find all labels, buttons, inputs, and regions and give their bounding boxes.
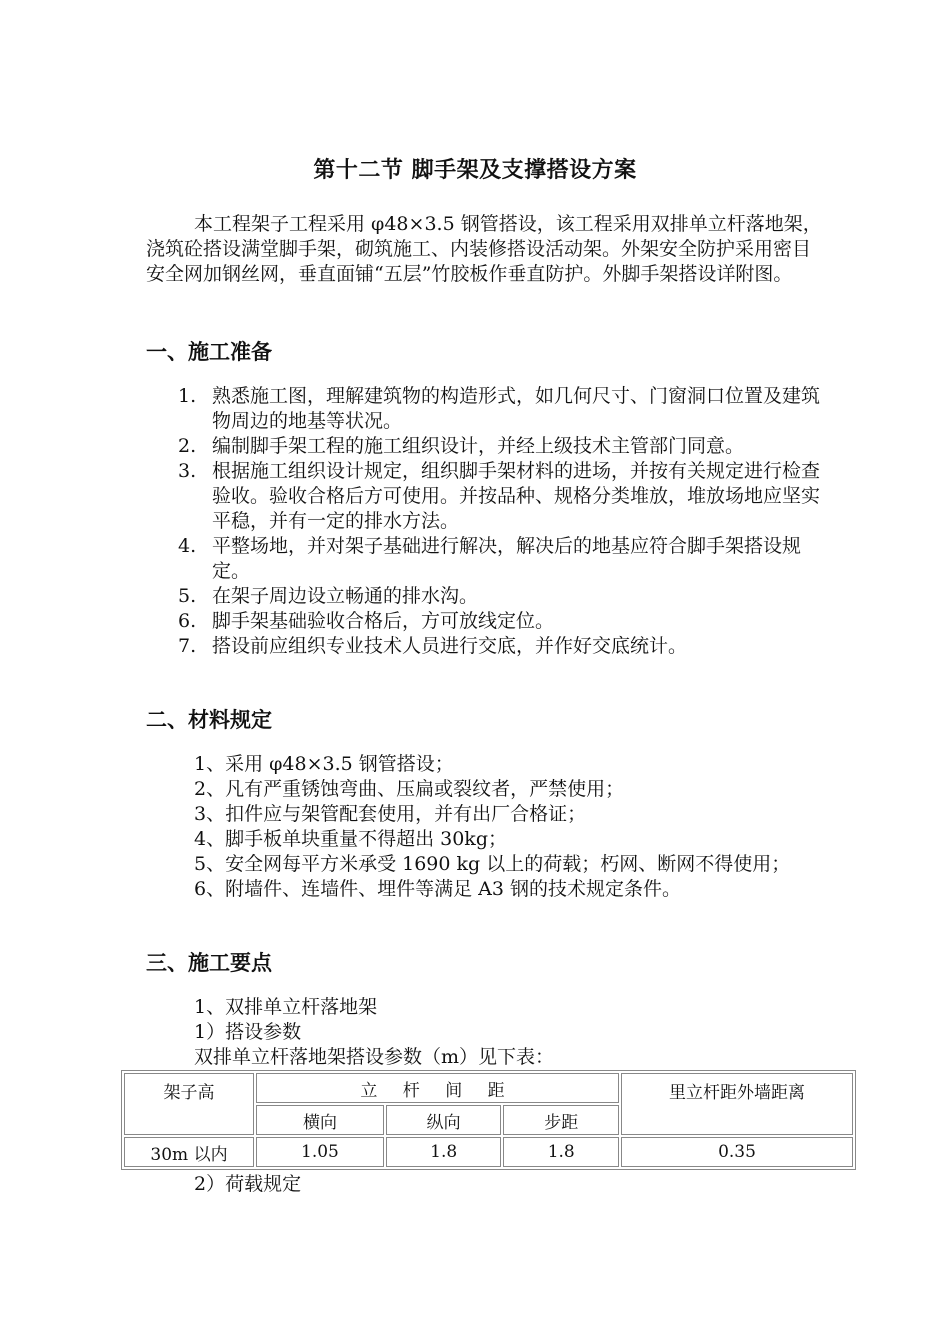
list-item [146,634,826,659]
list-text: 在架子周边设立畅通的排水沟。 [212,585,479,607]
materials-list [146,752,826,902]
subsection-line: 1、双排单立杆落地架 [194,996,378,1018]
table-header-step: 步距 [503,1105,619,1135]
list-item [146,384,826,434]
list-number: 4. [178,535,197,557]
list-item: 6、附墙件、连墙件、埋件等满足 A3 钢的技术规定条件。 [194,878,681,900]
list-text: 平整场地，并对架子基础进行解决，解决后的地基应符合脚手架搭设规定。 [212,535,802,582]
table-cell-horizontal: 1.05 [256,1137,384,1167]
table-cell-step: 1.8 [503,1137,619,1167]
table-cell-distance: 0.35 [621,1137,853,1167]
list-item: 4、脚手板单块重量不得超出 30kg； [194,828,507,850]
list-item [146,584,826,609]
section-heading-preparation: 一、施工准备 [146,339,272,364]
intro-paragraph: 本工程架子工程采用 φ48×3.5 钢管搭设，该工程采用双排单立杆落地架，浇筑砼搭设满堂脚手架，砌筑施工、内装修搭设活动架。外架安全防护采用密目安全网加钢丝网，垂直面铺“五层”竹胶板作垂直防护。外脚手架搭设详附图。 [146,213,822,285]
list-item: 5、安全网每平方米承受 1690 kg 以上的荷载；朽网、断网不得使用； [194,853,791,875]
list-item: 1、采用 φ48×3.5 钢管搭设； [194,753,454,775]
section-heading-key-points: 三、施工要点 [146,950,272,975]
section-heading-materials: 二、材料规定 [146,707,272,732]
subsection-line: 2）荷载规定 [194,1173,302,1195]
list-item [146,434,826,459]
list-number: 6. [178,610,197,632]
list-item [146,534,826,584]
list-item [146,609,826,634]
page-title: 第十二节 脚手架及支撑搭设方案 [313,157,637,183]
table-cell-height: 30m 以内 [124,1137,254,1167]
list-text: 根据施工组织设计规定，组织脚手架材料的进场，并按有关规定进行检查验收。验收合格后方可使用。并按品种、规格分类堆放，堆放场地应坚实平稳，并有一定的排水方法。 [212,460,821,532]
list-number: 3. [178,460,197,482]
list-number: 1. [178,385,197,407]
table-header-vertical: 纵向 [386,1105,502,1135]
list-item: 2、凡有严重锈蚀弯曲、压扁或裂纹者，严禁使用； [194,778,625,800]
preparation-list [146,384,826,659]
subsection-line: 1）搭设参数 [194,1021,302,1043]
parameters-table [121,1070,856,1170]
table-header-horizontal: 横向 [256,1105,384,1135]
list-text: 搭设前应组织专业技术人员进行交底，并作好交底统计。 [212,635,688,657]
list-text: 编制脚手架工程的施工组织设计，并经上级技术主管部门同意。 [212,435,745,457]
list-text: 脚手架基础验收合格后，方可放线定位。 [212,610,555,632]
table-cell-vertical: 1.8 [386,1137,502,1167]
list-text: 熟悉施工图，理解建筑物的构造形式，如几何尺寸、门窗洞口位置及建筑物周边的地基等状况。 [212,385,821,432]
table-row [124,1137,853,1167]
list-number: 5. [178,585,197,607]
table-caption: 双排单立杆落地架搭设参数（m）见下表： [194,1046,555,1068]
list-item: 3、扣件应与架管配套使用，并有出厂合格证； [194,803,587,825]
table-header-spacing: 立 杆 间 距 [256,1073,619,1103]
list-item [146,459,826,534]
list-number: 7. [178,635,197,657]
table-header-height: 架子高 [124,1073,254,1135]
table-header-distance: 里立杆距外墙距离 [621,1073,853,1135]
list-number: 2. [178,435,197,457]
